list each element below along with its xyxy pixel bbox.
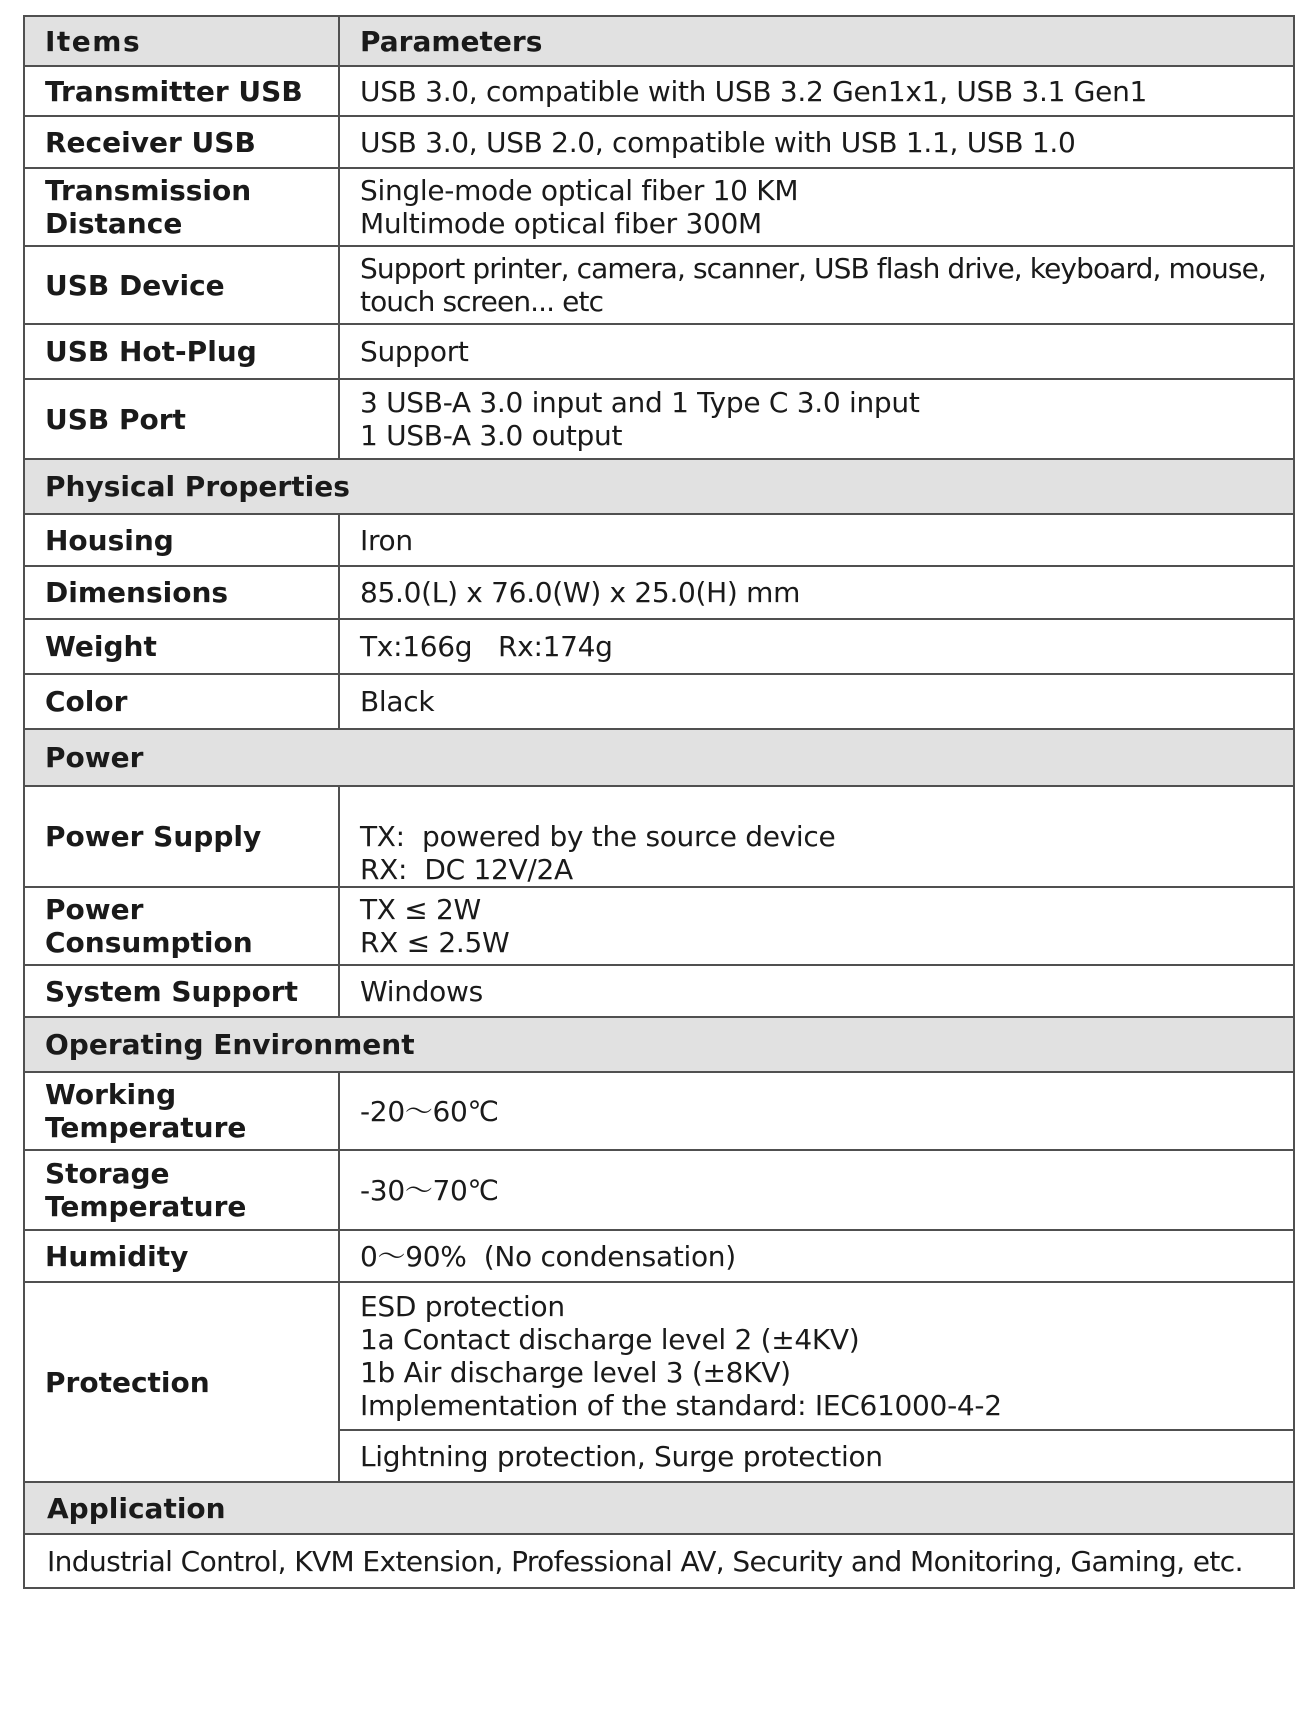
param-line: Multimode optical fiber 300M — [360, 207, 762, 240]
row-param — [339, 168, 1294, 246]
row-item: System Support — [24, 965, 339, 1017]
param-line: 1 USB-A 3.0 output — [360, 419, 623, 452]
header-parameters: Parameters — [339, 16, 1294, 66]
table-row — [24, 566, 1294, 619]
section-header — [24, 729, 1294, 786]
param-line: RX: DC 12V/2A — [360, 853, 573, 886]
row-item: Working Temperature — [24, 1072, 339, 1150]
row-item: Receiver USB — [24, 116, 339, 168]
row-param — [339, 379, 1294, 459]
param-line: -20～60℃ — [360, 1094, 499, 1128]
row-param — [339, 66, 1294, 116]
row-param — [339, 1072, 1294, 1150]
section-header — [24, 1482, 1294, 1534]
param-line: USB 3.0, compatible with USB 3.2 Gen1x1, USB 3.1 Gen1 — [360, 74, 1148, 108]
row-item: Power Consumption — [24, 887, 339, 965]
param-line: Tx:166g Rx:174g — [360, 630, 613, 663]
param-line: USB 3.0, USB 2.0, compatible with USB 1.1, USB 1.0 — [360, 125, 1076, 159]
row-item: Dimensions — [24, 566, 339, 619]
param-line: 3 USB-A 3.0 input and 1 Type C 3.0 input — [360, 386, 920, 419]
table-row — [24, 674, 1294, 729]
table-row — [24, 116, 1294, 168]
param-line: Support printer, camera, scanner, USB flash drive, keyboard, mouse, — [360, 252, 1266, 285]
table-row — [24, 168, 1294, 246]
row-item: Transmission Distance — [24, 168, 339, 246]
param-line: Iron — [360, 523, 413, 557]
param-line: 85.0(L) x 76.0(W) x 25.0(H) mm — [360, 576, 801, 609]
table-row — [24, 786, 1294, 887]
row-item: Humidity — [24, 1230, 339, 1282]
table-row — [24, 965, 1294, 1017]
row-item: Color — [24, 674, 339, 729]
section-title-application: Application — [24, 1482, 1294, 1534]
param-line: -30～70℃ — [360, 1173, 499, 1207]
table-row — [24, 324, 1294, 379]
param-line: Black — [360, 685, 435, 718]
param-line: 1a Contact discharge level 2 (±4KV) — [360, 1323, 860, 1356]
row-param — [339, 887, 1294, 965]
table-row — [24, 1072, 1294, 1150]
row-item: Protection — [24, 1282, 339, 1482]
table-row — [24, 1230, 1294, 1282]
row-item: Housing — [24, 514, 339, 566]
section-title-physical: Physical Properties — [24, 459, 1294, 514]
spec-table — [23, 15, 1295, 1589]
row-param — [339, 246, 1294, 324]
section-title-power: Power — [24, 729, 1294, 786]
table-row — [24, 246, 1294, 324]
header-row — [24, 16, 1294, 66]
row-param — [339, 1282, 1294, 1430]
row-param — [339, 965, 1294, 1017]
table-row — [24, 514, 1294, 566]
param-line: Support — [360, 335, 469, 368]
row-param — [339, 1150, 1294, 1230]
param-line: 0～90% (No condensation) — [360, 1239, 736, 1273]
table-row — [24, 1150, 1294, 1230]
row-param — [339, 619, 1294, 674]
row-item: USB Hot-Plug — [24, 324, 339, 379]
row-param — [339, 566, 1294, 619]
param-line: TX ≤ 2W — [360, 893, 481, 926]
application-text: Industrial Control, KVM Extension, Professional AV, Security and Monitoring, Gaming, etc. — [24, 1534, 1294, 1588]
param-line: touch screen... etc — [360, 285, 604, 318]
section-title-environment: Operating Environment — [24, 1017, 1294, 1072]
row-param — [339, 514, 1294, 566]
row-item: Power Supply — [24, 786, 339, 887]
table-row — [24, 66, 1294, 116]
row-param — [339, 674, 1294, 729]
table-row — [24, 887, 1294, 965]
row-param — [339, 324, 1294, 379]
param-line: TX: powered by the source device — [360, 820, 836, 853]
row-item: Weight — [24, 619, 339, 674]
row-item: Storage Temperature — [24, 1150, 339, 1230]
param-line: Lightning protection, Surge protection — [360, 1439, 883, 1473]
param-line: 1b Air discharge level 3 (±8KV) — [360, 1356, 791, 1389]
row-param — [339, 786, 1294, 887]
row-param — [339, 116, 1294, 168]
section-header — [24, 459, 1294, 514]
section-header — [24, 1017, 1294, 1072]
table-row — [24, 1282, 1294, 1430]
param-line: RX ≤ 2.5W — [360, 926, 510, 959]
table-row — [24, 1534, 1294, 1588]
table-row — [24, 619, 1294, 674]
row-item: USB Device — [24, 246, 339, 324]
param-line: ESD protection — [360, 1290, 565, 1323]
param-line: Single-mode optical fiber 10 KM — [360, 174, 799, 207]
row-item: Transmitter USB — [24, 66, 339, 116]
table-row — [24, 379, 1294, 459]
row-param — [339, 1230, 1294, 1282]
row-item: USB Port — [24, 379, 339, 459]
header-items: Items — [24, 16, 339, 66]
row-param — [339, 1430, 1294, 1482]
param-line: Implementation of the standard: IEC61000-4-2 — [360, 1389, 1002, 1422]
param-line: Windows — [360, 974, 483, 1008]
